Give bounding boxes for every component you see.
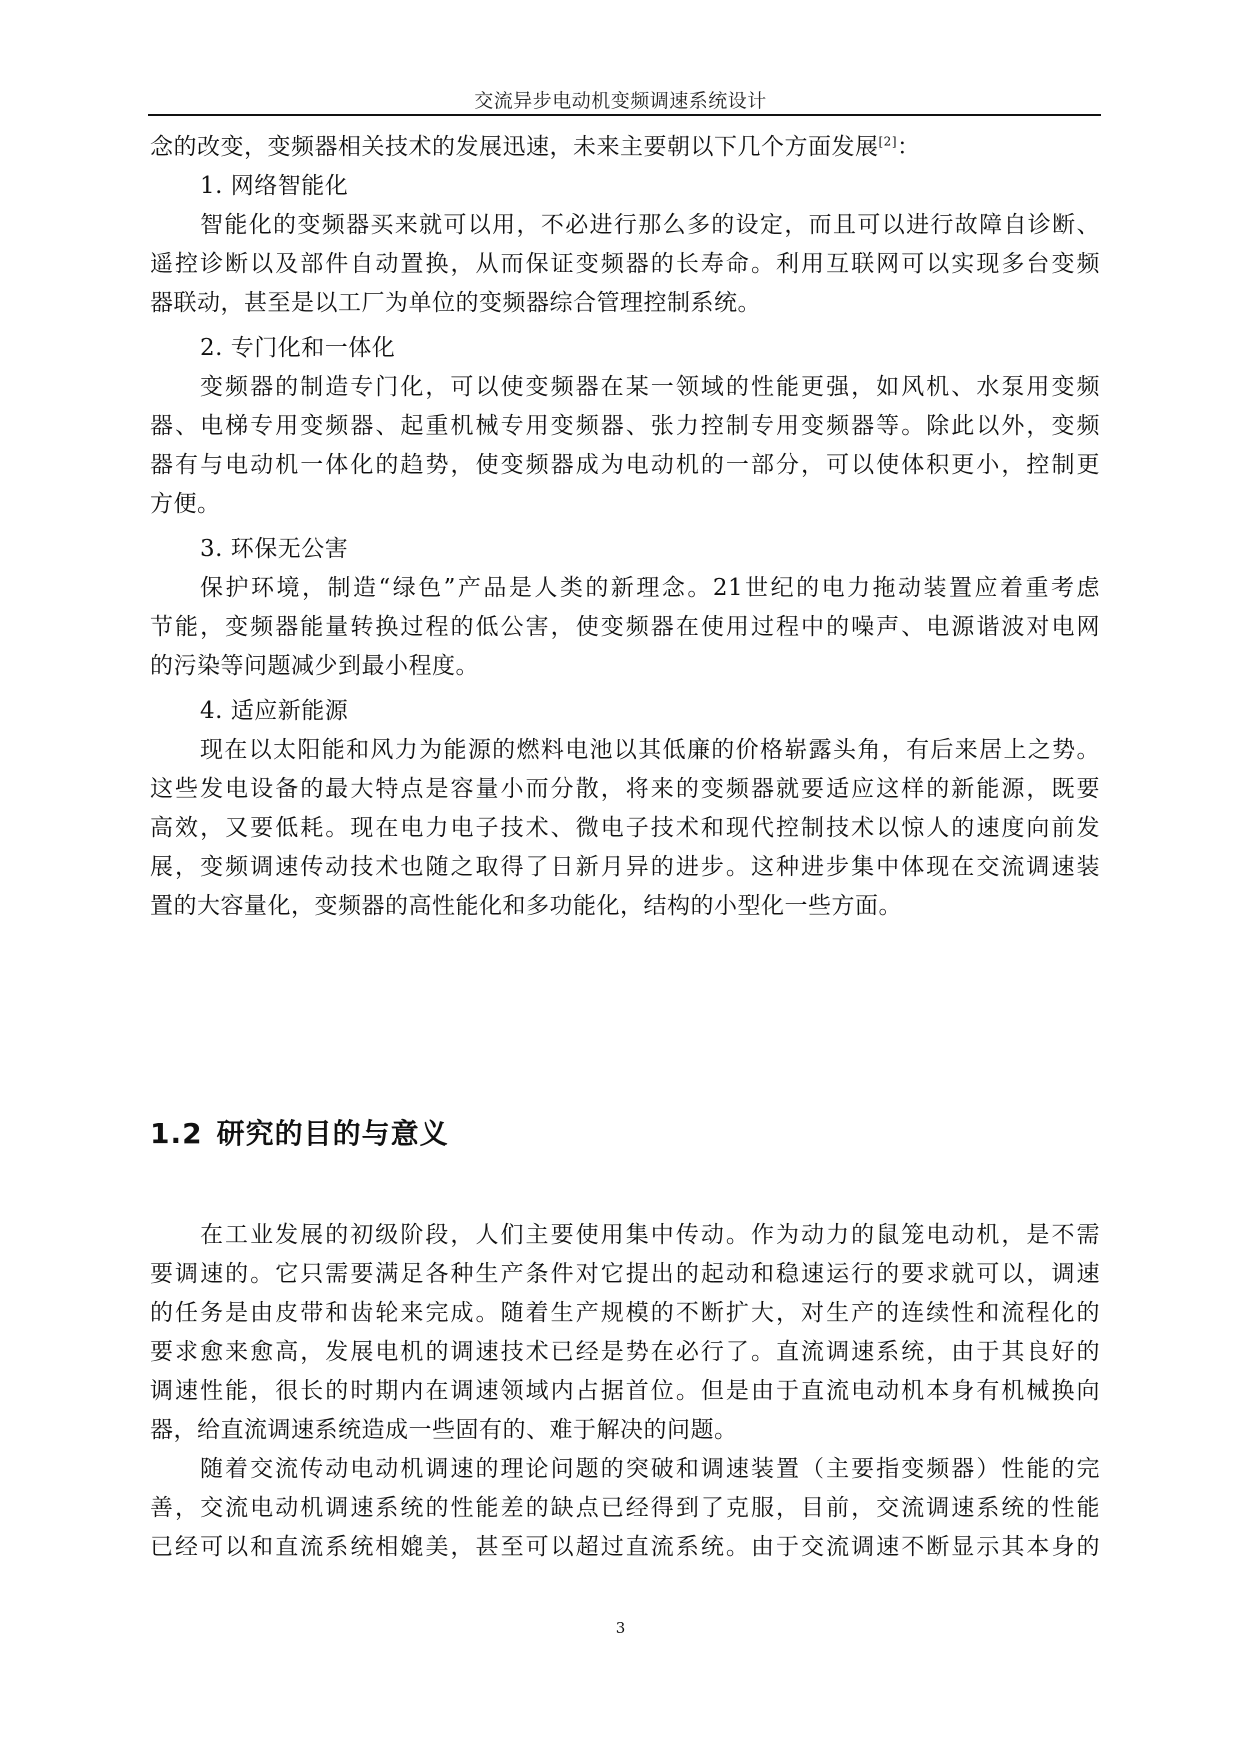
item1-line: 遥控诊断以及部件自动置换，从而保证变频器的长寿命。利用互联网可以实现多台变频 [150, 251, 1100, 277]
item4-line: 现在以太阳能和风力为能源的燃料电池以其低廉的价格崭露头角，有后来居上之势。 [200, 737, 1100, 763]
intro-line-text: 念的改变，变频器相关技术的发展迅速，未来主要朝以下几个方面发展 [150, 134, 879, 160]
section-number: 1.2 [150, 1117, 203, 1150]
item3-line: 节能，变频器能量转换过程的低公害，使变频器在使用过程中的噪声、电源谐波对电网 [150, 614, 1100, 640]
page-header-title: 交流异步电动机变频调速系统设计 [474, 90, 767, 112]
item4-line: 高效，又要低耗。现在电力电子技术、微电子技术和现代控制技术以惊人的速度向前发 [150, 815, 1100, 841]
intro-line-end: ： [897, 134, 921, 160]
item2-line: 器有与电动机一体化的趋势，使变频器成为电动机的一部分，可以使体积更小，控制更 [150, 452, 1100, 478]
header-rule [148, 114, 1101, 116]
item3-line: 的污染等问题减少到最小程度。 [150, 653, 479, 679]
item2-line: 变频器的制造专门化，可以使变频器在某一领域的性能更强，如风机、水泵用变频 [200, 374, 1100, 400]
section-heading [150, 1116, 449, 1152]
item2-heading: 2. 专门化和一体化 [200, 335, 396, 361]
item4-line: 展，变频调速传动技术也随之取得了日新月异的进步。这种进步集中体现在交流调速装 [150, 854, 1100, 880]
section-para1-line: 要求愈来愈高，发展电机的调速技术已经是势在必行了。直流调速系统，由于其良好的 [150, 1339, 1100, 1365]
item1-heading: 1. 网络智能化 [200, 173, 349, 199]
section-para1-line: 在工业发展的初级阶段，人们主要使用集中传动。作为动力的鼠笼电动机，是不需 [200, 1222, 1100, 1248]
item3-heading: 3. 环保无公害 [200, 536, 349, 562]
section-title-text: 研究的目的与意义 [216, 1117, 449, 1150]
section-para2-line: 随着交流传动电动机调速的理论问题的突破和调速装置（主要指变频器）性能的完 [200, 1456, 1100, 1482]
section-para1-line: 的任务是由皮带和齿轮来完成。随着生产规模的不断扩大，对生产的连续性和流程化的 [150, 1300, 1100, 1326]
citation-marker: [2] [878, 134, 897, 149]
section-para2-line: 善，交流电动机调速系统的性能差的缺点已经得到了克服，目前，交流调速系统的性能 [150, 1495, 1100, 1521]
section-para1-line: 要调速的。它只需要满足各种生产条件对它提出的起动和稳速运行的要求就可以，调速 [150, 1261, 1100, 1287]
section-para2-line: 已经可以和直流系统相媲美，甚至可以超过直流系统。由于交流调速不断显示其本身的 [150, 1534, 1100, 1560]
body-line [150, 132, 1100, 162]
section-para1-line: 器，给直流调速系统造成一些固有的、难于解决的问题。 [150, 1417, 738, 1443]
section-para1-line: 调速性能，很长的时期内在调速领域内占据首位。但是由于直流电动机本身有机械换向 [150, 1378, 1100, 1404]
item3-line: 保护环境，制造“绿色”产品是人类的新理念。21世纪的电力拖动装置应着重考虑 [200, 575, 1100, 601]
item4-line: 置的大容量化，变频器的高性能化和多功能化，结构的小型化一些方面。 [150, 893, 902, 919]
item4-heading: 4. 适应新能源 [200, 698, 349, 724]
page-number: 3 [615, 1619, 626, 1637]
item1-line: 器联动，甚至是以工厂为单位的变频器综合管理控制系统。 [150, 290, 761, 316]
item4-line: 这些发电设备的最大特点是容量小而分散，将来的变频器就要适应这样的新能源，既要 [150, 776, 1100, 802]
item2-line: 器、电梯专用变频器、起重机械专用变频器、张力控制专用变频器等。除此以外，变频 [150, 413, 1100, 439]
item2-line: 方便。 [150, 491, 221, 517]
item1-line: 智能化的变频器买来就可以用，不必进行那么多的设定，而且可以进行故障自诊断、 [200, 212, 1100, 238]
